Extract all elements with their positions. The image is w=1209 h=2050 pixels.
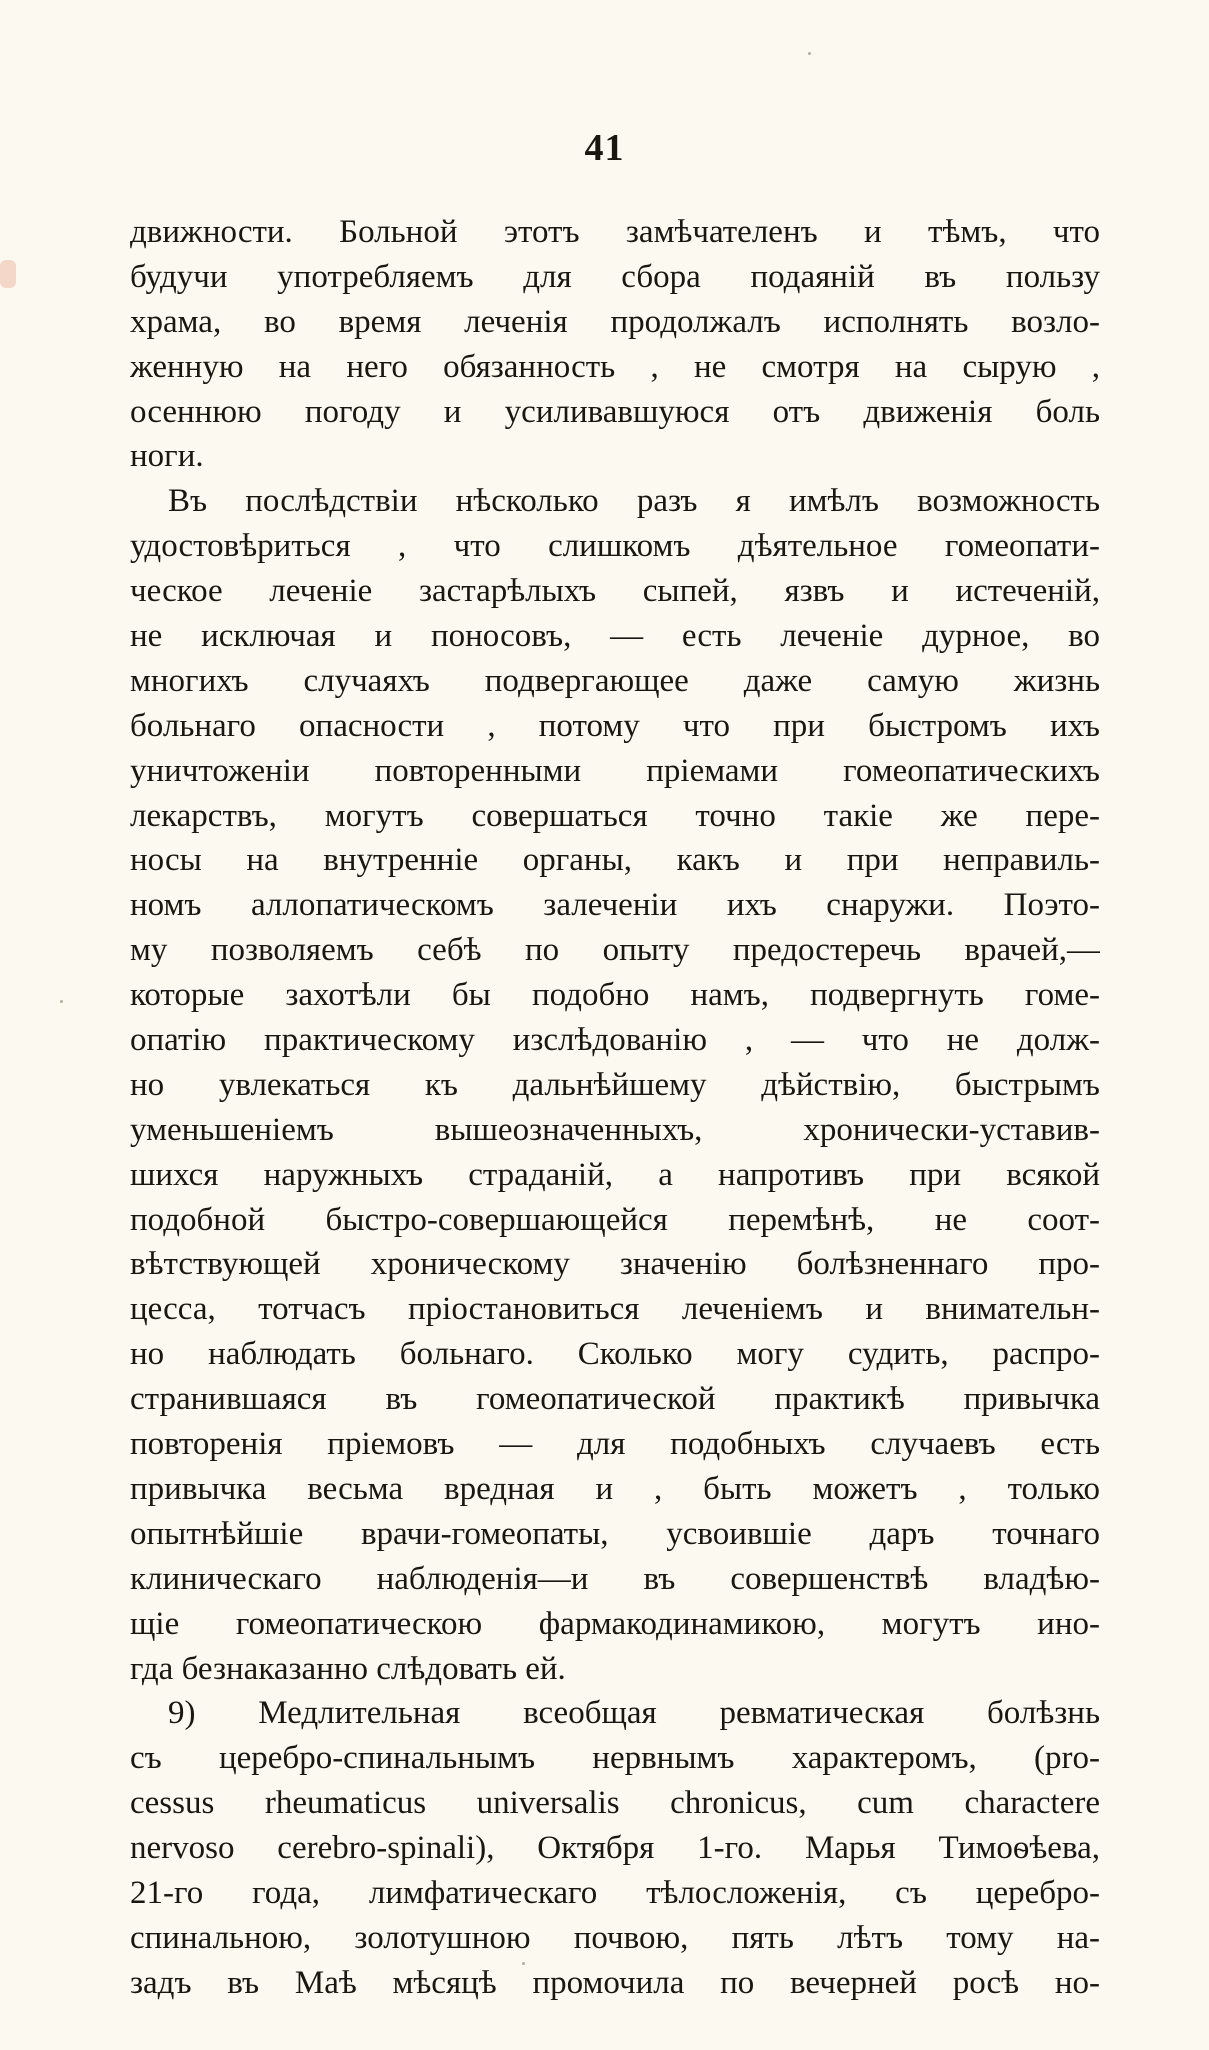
text-line: носы на внутренніе органы, какъ и при неправиль-: [130, 842, 1100, 879]
page-number: 41: [584, 127, 625, 169]
text-line: съ церебро-спинальнымъ нервнымъ характеромъ, (pro-: [130, 1740, 1100, 1777]
text-line: не исключая и поносовъ, — есть леченіе дурное, во: [130, 618, 1100, 655]
text-line: цесса, тотчасъ пріостановиться леченіемъ и внимательн-: [130, 1291, 1100, 1328]
text-line: опытнѣйшіе врачи-гомеопаты, усвоившіе даръ точнаго: [130, 1515, 1100, 1552]
text-line: спинальною, золотушною почвою, пять лѣтъ тому на-: [130, 1919, 1100, 1956]
text-line: многихъ случаяхъ подвергающее даже самую жизнь: [130, 662, 1100, 699]
text-line: лекарствъ, могутъ совершаться точно такіе же пере-: [130, 797, 1100, 834]
page-speck: [808, 52, 811, 55]
text-line: вѣтствующей хроническому значенію болѣзненнаго про-: [130, 1246, 1100, 1283]
text-line: привычка весьма вредная и , быть можетъ , только: [130, 1470, 1100, 1507]
text-line: женную на него обязанность , не смотря на сырую ,: [130, 348, 1100, 385]
text-line: уничтоженіи повторенными пріемами гомеопатическихъ: [130, 752, 1100, 789]
text-line: шихся наружныхъ страданій, а напротивъ при всякой: [130, 1156, 1100, 1193]
text-line: больнаго опасности , потому что при быстромъ ихъ: [130, 707, 1100, 744]
text-line: странившаяся въ гомеопатической практикѣ привычка: [130, 1381, 1100, 1418]
page-speck: [60, 1000, 63, 1003]
text-line: 21-го года, лимфатическаго тѣлосложенія, съ церебро-: [130, 1874, 1100, 1911]
text-line: Въ послѣдствіи нѣсколько разъ я имѣлъ возможность: [168, 483, 1100, 520]
text-line: движности. Больной этотъ замѣчателенъ и тѣмъ, что: [130, 214, 1100, 250]
text-line: cessus rheumaticus universalis chronicus, cum charactere: [130, 1785, 1100, 1822]
text-line: nervoso cerebro-spinali), Октября 1-го. Марья Тимоѳѣева,: [130, 1830, 1100, 1867]
body-text: [130, 210, 1100, 2006]
text-line: осеннюю погоду и усиливавшуюся отъ движенія боль: [130, 393, 1100, 430]
text-line: клиническаго наблюденія—и въ совершенствѣ владѣю-: [130, 1560, 1100, 1597]
text-line: ноги.: [130, 438, 204, 475]
text-line: гда безнаказанно слѣдовать ей.: [130, 1650, 566, 1687]
text-line: повторенія пріемовъ — для подобныхъ случаевъ есть: [130, 1426, 1100, 1463]
text-line: удостовѣриться , что слишкомъ дѣятельное гомеопати-: [130, 528, 1100, 565]
text-line: будучи употребляемъ для сбора подаяній въ пользу: [130, 258, 1100, 295]
text-line: уменьшеніемъ вышеозначенныхъ, хронически-уставив-: [130, 1111, 1100, 1148]
text-line: храма, во время леченія продолжалъ исполнять возло-: [130, 303, 1100, 340]
text-line: которые захотѣли бы подобно намъ, подвергнуть гоме-: [130, 977, 1100, 1014]
text-line: задъ въ Маѣ мѣсяцѣ промочила по вечерней росѣ но-: [130, 1964, 1100, 2001]
text-line: но наблюдать больнаго. Сколько могу судить, распро-: [130, 1336, 1100, 1373]
text-line: опатію практическому изслѣдованію , — что не долж-: [130, 1022, 1100, 1059]
text-line: подобной быстро-совершающейся перемѣнѣ, не соот-: [130, 1201, 1100, 1238]
page-stain: [0, 260, 16, 288]
text-line: 9) Медлительная всеобщая ревматическая болѣзнь: [168, 1695, 1100, 1732]
text-line: номъ аллопатическомъ залеченіи ихъ снаружи. Поэто-: [130, 887, 1100, 924]
text-line: му позволяемъ себѣ по опыту предостеречь врачей,—: [130, 932, 1100, 969]
text-line: ческое леченіе застарѣлыхъ сыпей, язвъ и истеченій,: [130, 573, 1100, 610]
text-line: но увлекаться къ дальнѣйшему дѣйствію, быстрымъ: [130, 1066, 1100, 1103]
text-line: щіе гомеопатическою фармакодинамикою, могутъ ино-: [130, 1605, 1100, 1642]
